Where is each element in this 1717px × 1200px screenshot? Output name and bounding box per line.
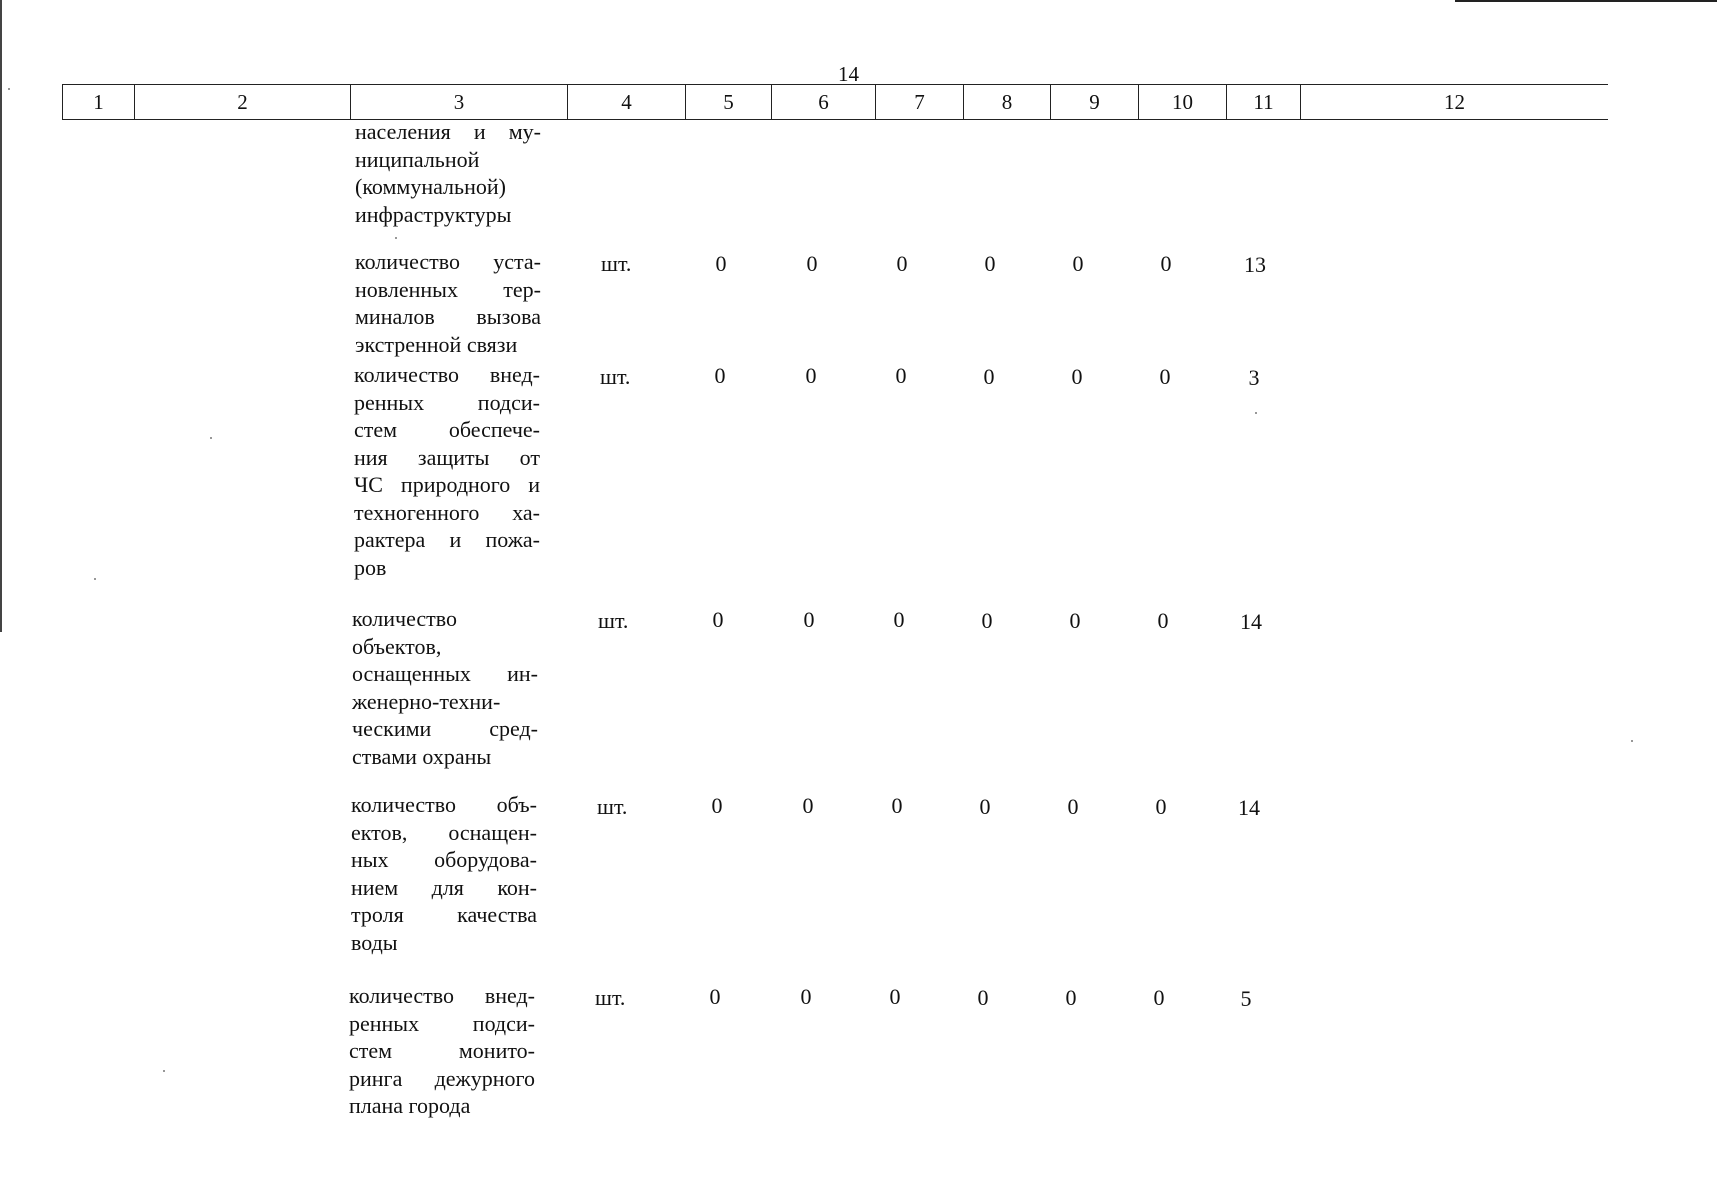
scan-edge-line bbox=[0, 0, 2, 632]
value-col-8: 0 bbox=[984, 251, 996, 276]
value-col-9: 0 bbox=[1071, 364, 1083, 389]
description-line: миналов вызова bbox=[355, 304, 541, 329]
value-col-5: 0 bbox=[715, 251, 727, 276]
row-description bbox=[351, 791, 537, 956]
description-line: оснащенных ин- bbox=[352, 661, 538, 686]
value-col-10: 0 bbox=[1155, 794, 1167, 819]
description-line: количество объ- bbox=[351, 792, 537, 817]
description-line: рактера и пожа- bbox=[354, 527, 540, 552]
value-col-9: 0 bbox=[1072, 251, 1084, 276]
value-col-11: 14 bbox=[1238, 795, 1260, 820]
row-description bbox=[355, 248, 541, 358]
scan-speck bbox=[1631, 740, 1633, 742]
row-unit: шт. bbox=[597, 794, 628, 819]
description-line: ренных подси- bbox=[354, 389, 540, 415]
description-line: женерно-техни- bbox=[352, 688, 501, 714]
value-col-5: 0 bbox=[712, 607, 724, 632]
description-line: троля качества bbox=[351, 902, 537, 927]
scan-speck bbox=[163, 1070, 165, 1072]
value-col-5: 0 bbox=[711, 793, 723, 818]
value-col-7: 0 bbox=[895, 363, 907, 388]
value-col-8: 0 bbox=[981, 608, 993, 633]
description-line: нием для кон- bbox=[351, 874, 537, 900]
row-unit: шт. bbox=[598, 608, 629, 633]
column-header-9: 9 bbox=[1050, 85, 1138, 119]
description-line: стем монито- bbox=[349, 1038, 535, 1063]
value-col-9: 0 bbox=[1065, 985, 1077, 1010]
description-line: ниципальной bbox=[355, 146, 480, 172]
value-col-11: 13 bbox=[1244, 252, 1266, 277]
scan-edge-line bbox=[1455, 0, 1717, 2]
description-line: (коммунальной) bbox=[355, 174, 506, 199]
description-line: количество уста- bbox=[355, 249, 541, 274]
value-col-6: 0 bbox=[800, 984, 812, 1009]
row-unit: шт. bbox=[595, 985, 626, 1010]
description-line: количество bbox=[352, 606, 458, 631]
description-line: количество внед- bbox=[354, 362, 540, 387]
value-col-10: 0 bbox=[1159, 364, 1171, 389]
column-header-5: 5 bbox=[685, 85, 771, 119]
value-col-7: 0 bbox=[889, 984, 901, 1009]
value-col-10: 0 bbox=[1160, 251, 1172, 276]
column-header-2: 2 bbox=[134, 85, 350, 119]
description-line: объектов, bbox=[352, 633, 442, 659]
value-col-8: 0 bbox=[977, 985, 989, 1010]
value-col-10: 0 bbox=[1157, 608, 1169, 633]
value-col-10: 0 bbox=[1153, 985, 1165, 1010]
value-col-6: 0 bbox=[806, 251, 818, 276]
description-line: ствами охраны bbox=[352, 743, 492, 769]
value-col-9: 0 bbox=[1067, 794, 1079, 819]
value-col-6: 0 bbox=[803, 607, 815, 632]
row-description bbox=[354, 361, 540, 581]
page-number: 14 bbox=[838, 62, 859, 86]
value-col-6: 0 bbox=[802, 793, 814, 818]
value-col-7: 0 bbox=[891, 793, 903, 818]
description-line: воды bbox=[351, 929, 398, 955]
column-header-6: 6 bbox=[771, 85, 875, 119]
description-line: ектов, оснащен- bbox=[351, 819, 537, 845]
description-line: ных оборудова- bbox=[351, 847, 537, 872]
column-header-1: 1 bbox=[62, 85, 134, 119]
scan-speck bbox=[94, 578, 96, 580]
description-line: экстренной связи bbox=[355, 331, 518, 357]
value-col-8: 0 bbox=[979, 794, 991, 819]
row-description bbox=[349, 982, 535, 1120]
column-header-7: 7 bbox=[875, 85, 963, 119]
value-col-11: 5 bbox=[1240, 986, 1252, 1011]
description-line: количество внед- bbox=[349, 983, 535, 1008]
column-header-4: 4 bbox=[567, 85, 685, 119]
value-col-7: 0 bbox=[893, 607, 905, 632]
description-line: ринга дежурного bbox=[349, 1065, 535, 1091]
column-header-12: 12 bbox=[1300, 85, 1608, 119]
description-line: ЧС природного и bbox=[354, 472, 540, 497]
continued-description bbox=[355, 118, 541, 228]
table-header-row bbox=[62, 84, 1608, 120]
column-header-3: 3 bbox=[350, 85, 567, 119]
description-line: техногенного ха- bbox=[354, 499, 540, 525]
description-line: новленных тер- bbox=[355, 276, 541, 302]
description-line: стем обеспече- bbox=[354, 417, 540, 442]
description-line: населения и му- bbox=[355, 119, 541, 144]
value-col-5: 0 bbox=[714, 363, 726, 388]
scan-speck bbox=[1255, 412, 1257, 414]
column-header-11: 11 bbox=[1226, 85, 1300, 119]
scan-speck bbox=[210, 437, 212, 439]
value-col-5: 0 bbox=[709, 984, 721, 1009]
description-line: ренных подси- bbox=[349, 1010, 535, 1036]
column-header-10: 10 bbox=[1138, 85, 1226, 119]
description-line: ния защиты от bbox=[354, 444, 540, 470]
column-header-8: 8 bbox=[963, 85, 1050, 119]
value-col-7: 0 bbox=[896, 251, 908, 276]
description-line: ческими сред- bbox=[352, 716, 538, 741]
description-line: плана города bbox=[349, 1093, 471, 1118]
value-col-11: 3 bbox=[1248, 365, 1260, 390]
scan-speck bbox=[8, 88, 10, 90]
description-line: инфраструктуры bbox=[355, 201, 512, 227]
value-col-9: 0 bbox=[1069, 608, 1081, 633]
row-description bbox=[352, 605, 538, 770]
scan-speck bbox=[395, 237, 397, 239]
value-col-11: 14 bbox=[1240, 609, 1262, 634]
row-unit: шт. bbox=[601, 251, 632, 276]
value-col-6: 0 bbox=[805, 363, 817, 388]
row-unit: шт. bbox=[600, 364, 631, 389]
value-col-8: 0 bbox=[983, 364, 995, 389]
description-line: ров bbox=[354, 554, 387, 580]
